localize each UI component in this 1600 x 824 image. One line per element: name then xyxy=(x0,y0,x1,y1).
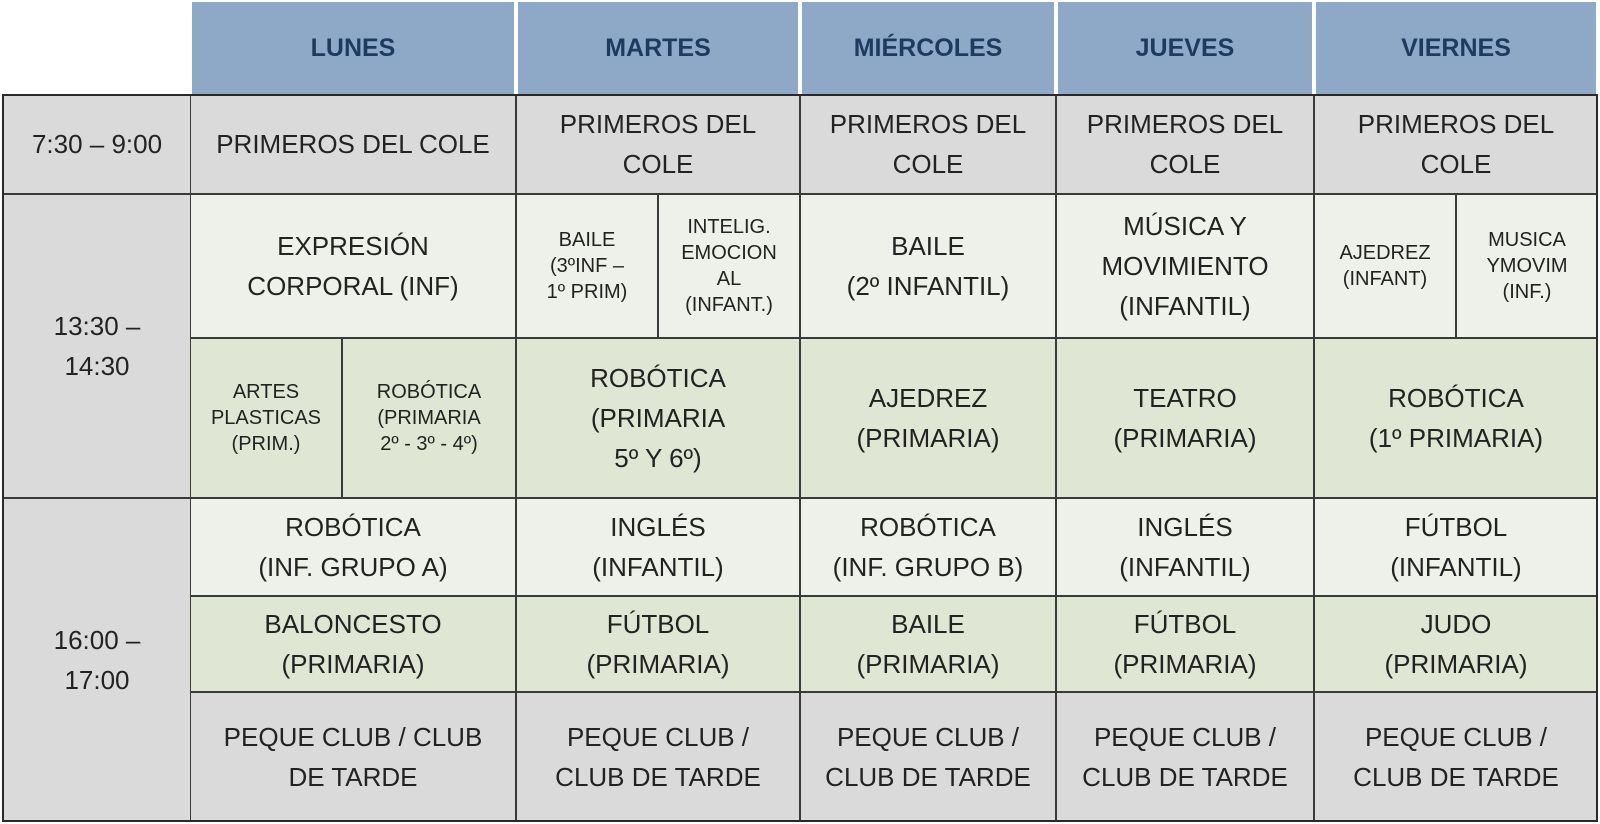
cell-morning-lunes: PRIMEROS DEL COLE xyxy=(190,94,516,194)
time-midday: 13:30 – 14:30 xyxy=(2,194,192,498)
cell-afternoon-inf-miercoles: ROBÓTICA (INF. GRUPO B) xyxy=(800,498,1056,596)
cell-midday-prim-viernes: ROBÓTICA (1º PRIMARIA) xyxy=(1314,338,1598,498)
header-viernes: VIERNES xyxy=(1314,2,1598,94)
cell-midday-inf-miercoles: BAILE (2º INFANTIL) xyxy=(800,194,1056,338)
cell-midday-prim-lunes-a: ARTES PLASTICAS (PRIM.) xyxy=(190,338,342,498)
cell-afternoon-inf-martes: INGLÉS (INFANTIL) xyxy=(516,498,800,596)
cell-club-martes: PEQUE CLUB / CLUB DE TARDE xyxy=(516,692,800,822)
header-lunes: LUNES xyxy=(190,2,516,94)
cell-midday-inf-viernes-b: MUSICA YMOVIM (INF.) xyxy=(1456,194,1598,338)
cell-afternoon-prim-miercoles: BAILE (PRIMARIA) xyxy=(800,596,1056,692)
cell-afternoon-inf-jueves: INGLÉS (INFANTIL) xyxy=(1056,498,1314,596)
cell-club-miercoles: PEQUE CLUB / CLUB DE TARDE xyxy=(800,692,1056,822)
header-miercoles: MIÉRCOLES xyxy=(800,2,1056,94)
cell-midday-prim-lunes-b: ROBÓTICA (PRIMARIA 2º - 3º - 4º) xyxy=(342,338,516,498)
cell-afternoon-inf-lunes: ROBÓTICA (INF. GRUPO A) xyxy=(190,498,516,596)
header-jueves: JUEVES xyxy=(1056,2,1314,94)
cell-afternoon-prim-martes: FÚTBOL (PRIMARIA) xyxy=(516,596,800,692)
cell-morning-miercoles: PRIMEROS DEL COLE xyxy=(800,94,1056,194)
cell-midday-prim-martes: ROBÓTICA (PRIMARIA 5º Y 6º) xyxy=(516,338,800,498)
cell-midday-inf-martes-a: BAILE (3ºINF – 1º PRIM) xyxy=(516,194,658,338)
cell-midday-inf-lunes: EXPRESIÓN CORPORAL (INF) xyxy=(190,194,516,338)
cell-morning-jueves: PRIMEROS DEL COLE xyxy=(1056,94,1314,194)
header-martes: MARTES xyxy=(516,2,800,94)
cell-afternoon-prim-viernes: JUDO (PRIMARIA) xyxy=(1314,596,1598,692)
cell-morning-martes: PRIMEROS DEL COLE xyxy=(516,94,800,194)
cell-morning-viernes: PRIMEROS DEL COLE xyxy=(1314,94,1598,194)
cell-afternoon-inf-viernes: FÚTBOL (INFANTIL) xyxy=(1314,498,1598,596)
cell-midday-prim-miercoles: AJEDREZ (PRIMARIA) xyxy=(800,338,1056,498)
time-afternoon: 16:00 – 17:00 xyxy=(2,498,192,822)
cell-midday-inf-viernes-a: AJEDREZ (INFANT) xyxy=(1314,194,1456,338)
cell-club-lunes: PEQUE CLUB / CLUB DE TARDE xyxy=(190,692,516,822)
cell-midday-prim-jueves: TEATRO (PRIMARIA) xyxy=(1056,338,1314,498)
time-morning: 7:30 – 9:00 xyxy=(2,94,192,194)
cell-club-viernes: PEQUE CLUB / CLUB DE TARDE xyxy=(1314,692,1598,822)
cell-club-jueves: PEQUE CLUB / CLUB DE TARDE xyxy=(1056,692,1314,822)
cell-midday-inf-jueves: MÚSICA Y MOVIMIENTO (INFANTIL) xyxy=(1056,194,1314,338)
cell-midday-inf-martes-b: INTELIG. EMOCION AL (INFANT.) xyxy=(658,194,800,338)
cell-afternoon-prim-jueves: FÚTBOL (PRIMARIA) xyxy=(1056,596,1314,692)
cell-afternoon-prim-lunes: BALONCESTO (PRIMARIA) xyxy=(190,596,516,692)
